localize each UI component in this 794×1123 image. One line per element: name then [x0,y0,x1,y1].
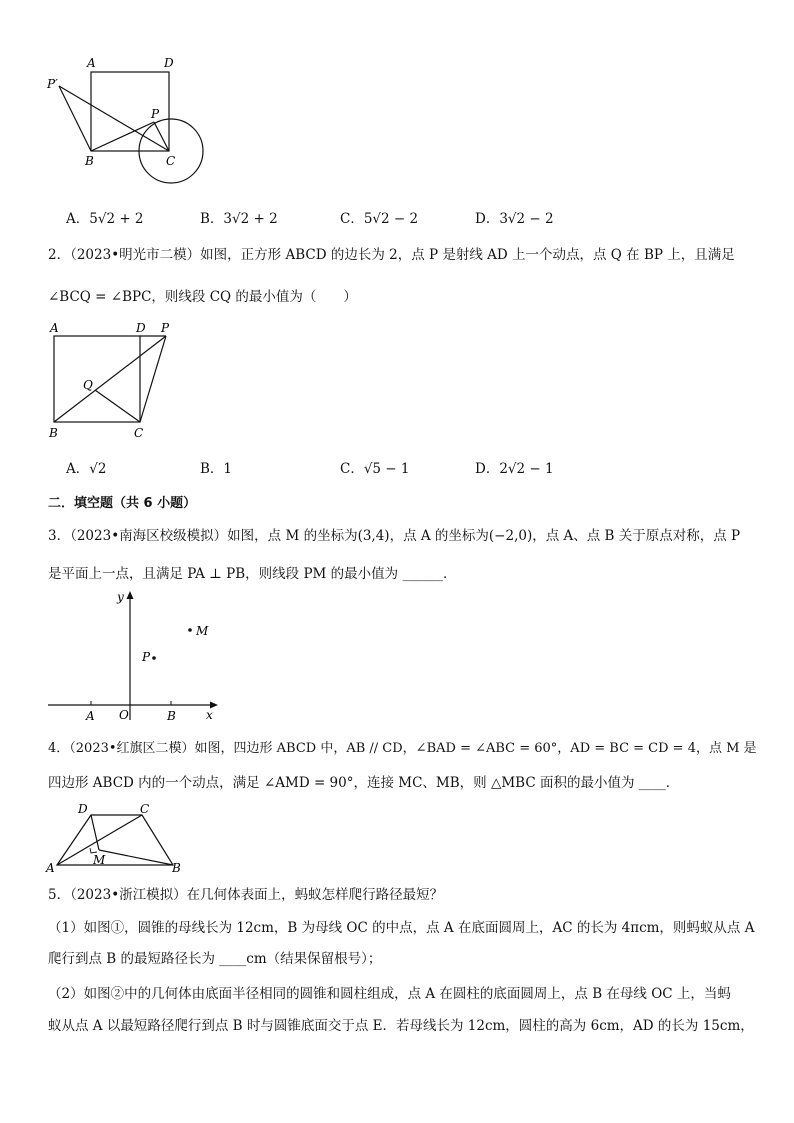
q2-option-c[interactable]: C．√5 − 1 [340,461,410,477]
q4-text-line1: 4．（2023•红旗区二模）如图，四边形 ABCD 中，AB // CD，∠BAD = ∠ABC = 60°，AD = BC = CD = 4，点 M 是 [48,741,757,756]
q5-text-line5: 蚁从点 A 以最短路径爬行到点 B 时与圆锥底面交于点 E．若母线长为 12cm，圆柱的高为 6cm，AD 的长为 15cm， [48,1018,754,1034]
q3-label-y: y [117,590,124,604]
q2-label-c: C [134,426,144,440]
q3-figure [40,588,230,723]
q2-label-d: D [136,321,146,335]
q2-line-p-c [140,336,166,422]
q5-text-line2: （1）如图①，圆锥的母线长为 12cm，B 为母线 OC 的中点，点 A 在底面圆周上，AC 的长为 4πcm，则蚂蚁从点 A [48,920,755,936]
section-title-fill-in: 二．填空题（共 6 小题） [48,496,197,511]
q1-label-p: P [151,107,160,121]
q4-line-m-b [99,850,173,865]
q3-label-x: x [206,708,213,722]
q4-trapezoid [57,815,173,865]
q3-label-a: A [86,709,95,723]
q1-label-b: B [85,154,94,168]
q4-label-b: B [172,861,181,875]
q2-label-p: P [161,321,170,335]
q3-point-m [188,628,192,632]
q4-label-m: M [93,853,106,867]
q3-label-o: O [119,708,129,722]
q1-label-c: C [166,154,176,168]
q2-square [54,336,140,422]
q3-label-p: P [142,650,151,664]
q4-label-c: C [140,802,150,816]
q3-text-line1: 3．（2023•南海区校级模拟）如图，点 M 的坐标为(3,4)，点 A 的坐标为(−2,0)，点 A、点 B 关于原点对称，点 P [48,528,741,544]
q1-label-a: A [87,56,96,70]
q2-option-d[interactable]: D．2√2 − 1 [475,461,554,477]
q3-point-p [152,656,156,660]
q4-label-a: A [46,861,55,875]
q4-text-line2: 四边形 ABCD 内的一个动点，满足 ∠AMD = 90°，连接 MC、MB，则 △MBC 面积的最小值为 ____． [48,775,680,791]
q2-line-q-c [95,390,140,422]
q1-figure [40,50,220,190]
q5-text-line1: 5．（2023•浙江模拟）在几何体表面上，蚂蚁怎样爬行路径最短？ [48,887,444,903]
q2-figure [40,318,190,446]
q1-option-a[interactable]: A．5√2 + 2 [66,211,144,227]
q1-option-d[interactable]: D．3√2 − 2 [475,211,554,227]
q5-text-line3: 爬行到点 B 的最短路径长为 ____cm（结果保留根号）； [48,951,382,967]
q2-text-line1: 2．（2023•明光市二模）如图，正方形 ABCD 的边长为 2，点 P 是射线 AD 上一个动点，点 Q 在 BP 上，且满足 [48,247,735,263]
q2-label-q: Q [83,378,93,392]
q1-option-b[interactable]: B．3√2 + 2 [200,211,278,227]
q2-option-b[interactable]: B．1 [200,461,233,477]
q5-text-line4: （2）如图②中的几何体由底面半径相同的圆锥和圆柱组成，点 A 在圆柱的底面圆周上，点 B 在母线 OC 上，当蚂 [48,986,731,1002]
q4-label-d: D [78,802,88,816]
q2-label-b: B [49,426,58,440]
q3-y-axis-arrow-icon [127,591,134,599]
q3-label-m: M [196,624,209,638]
q2-text-line2: ∠BCQ = ∠BPC，则线段 CQ 的最小值为（ ） [48,289,357,305]
q2-option-a[interactable]: A．√2 [66,461,107,477]
q2-label-a: A [50,321,59,335]
q1-option-c[interactable]: C．5√2 − 2 [340,211,419,227]
q1-label-pprime: P′ [47,77,58,91]
q3-text-line2: 是平面上一点，且满足 PA ⊥ PB，则线段 PM 的最小值为 ______． [48,566,457,582]
q4-figure [40,800,190,878]
q3-label-b: B [167,709,176,723]
q1-label-d: D [164,56,174,70]
q2-line-b-p [54,336,166,422]
